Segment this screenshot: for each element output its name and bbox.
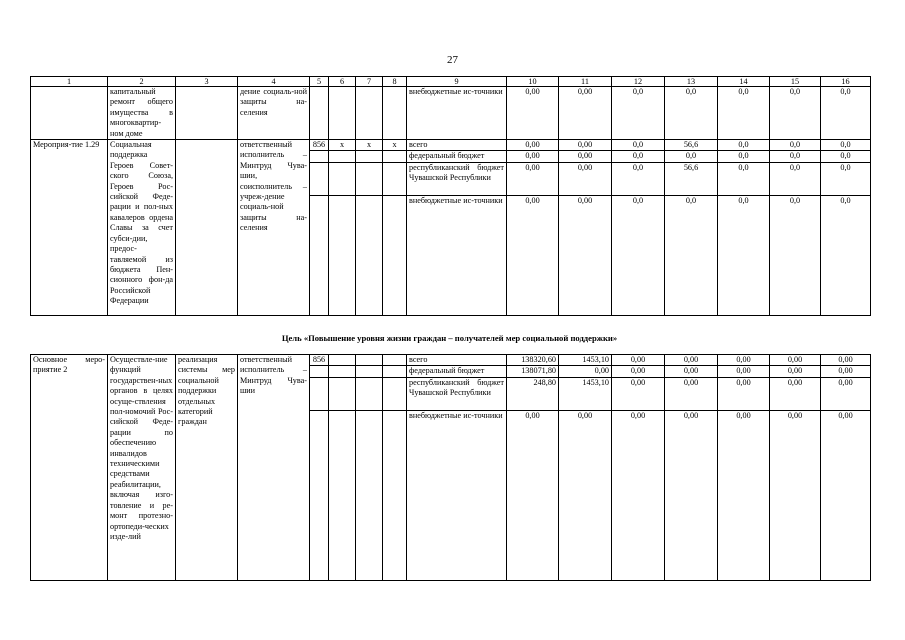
cell-value: 0,0 bbox=[821, 87, 871, 140]
cell-vr bbox=[383, 410, 407, 580]
cell-value: 0,0 bbox=[821, 195, 871, 315]
cell-csr bbox=[356, 195, 383, 315]
program-table-top bbox=[30, 76, 871, 316]
cell-vr bbox=[383, 151, 407, 162]
cell-grbs bbox=[310, 410, 329, 580]
cell-funding-source: федеральный бюджет bbox=[407, 366, 507, 377]
cell-grbs bbox=[310, 195, 329, 315]
cell-rzpr bbox=[329, 151, 356, 162]
cell-value: 0,00 bbox=[718, 366, 770, 377]
goal-heading: Цель «Повышение уровня жизни граждан – получателей мер социальной поддержки» bbox=[281, 333, 618, 343]
cell-value: 0,0 bbox=[821, 151, 871, 162]
cell-goal: реализация системы мер социальной поддержки отдельных категорий граждан bbox=[176, 355, 238, 581]
cell-rzpr: x bbox=[329, 140, 356, 151]
cell-value: 0,00 bbox=[507, 87, 559, 140]
column-number-row bbox=[31, 77, 871, 87]
cell-event-code: Основное меро-приятие 2 bbox=[31, 355, 108, 581]
cell-grbs bbox=[310, 151, 329, 162]
cell-vr bbox=[383, 195, 407, 315]
cell-value: 0,00 bbox=[507, 162, 559, 195]
cell-rzpr bbox=[329, 366, 356, 377]
header-cell: 3 bbox=[176, 77, 238, 87]
cell-vr bbox=[383, 162, 407, 195]
cell-value: 0,0 bbox=[770, 151, 821, 162]
cell-value: 0,00 bbox=[770, 366, 821, 377]
cell-csr bbox=[356, 162, 383, 195]
cell-value: 0,0 bbox=[612, 151, 665, 162]
cell-csr bbox=[356, 377, 383, 410]
cell-value: 0,00 bbox=[665, 377, 718, 410]
cell-value: 0,0 bbox=[665, 87, 718, 140]
cell-grbs bbox=[310, 377, 329, 410]
cell-value: 56,6 bbox=[665, 162, 718, 195]
header-cell: 11 bbox=[559, 77, 612, 87]
cell-value: 0,00 bbox=[718, 410, 770, 580]
cell-value: 0,00 bbox=[559, 410, 612, 580]
header-cell: 10 bbox=[507, 77, 559, 87]
cell-value: 0,00 bbox=[559, 140, 612, 151]
cell-value: 0,0 bbox=[665, 151, 718, 162]
cell-value: 0,00 bbox=[612, 366, 665, 377]
cell-value: 0,0 bbox=[718, 87, 770, 140]
cell-rzpr bbox=[329, 162, 356, 195]
header-cell: 6 bbox=[329, 77, 356, 87]
cell-value: 1453,10 bbox=[559, 377, 612, 410]
cell-funding-source: внебюджетные ис-точники bbox=[407, 87, 507, 140]
cell-value: 1453,10 bbox=[559, 355, 612, 366]
cell-rzpr bbox=[329, 87, 356, 140]
header-cell: 5 bbox=[310, 77, 329, 87]
cell-vr bbox=[383, 355, 407, 366]
cell-value: 0,0 bbox=[718, 162, 770, 195]
header-cell: 13 bbox=[665, 77, 718, 87]
cell-value: 0,00 bbox=[559, 366, 612, 377]
cell-executor: ответственный исполнитель – Минтруд Чува-шии, соисполнитель – учреж-дение социаль-ной защиты на-селения bbox=[238, 140, 310, 316]
cell-value: 0,0 bbox=[770, 162, 821, 195]
cell-vr bbox=[383, 366, 407, 377]
table-row bbox=[31, 355, 871, 366]
cell-value: 0,0 bbox=[718, 195, 770, 315]
cell-value: 0,00 bbox=[559, 162, 612, 195]
cell-event-name: Осуществле-ние функций государствен-ных органов в целях осуще-ствления пол-номочий Рос-сийской Феде-рации по обеспечению инвалидов техническими средствами реабилитации, включая изго-товление и ре-монт протезно-ортопеди-ческих изде-лий bbox=[108, 355, 176, 581]
cell-value: 0,00 bbox=[559, 195, 612, 315]
cell-grbs bbox=[310, 162, 329, 195]
cell-funding-source: всего bbox=[407, 355, 507, 366]
cell-rzpr bbox=[329, 355, 356, 366]
cell-value: 138320,60 bbox=[507, 355, 559, 366]
header-cell: 15 bbox=[770, 77, 821, 87]
cell-value: 0,00 bbox=[821, 410, 871, 580]
cell-event-name: Социальная поддержка Героев Совет-ского Союза, Героев Рос-сийской Феде-рации и пол-ных кавалеров ордена Славы за счет субси-дии, предос-тавляемой из бюджета Пен-сионного фон-да Российской Федерации bbox=[108, 140, 176, 316]
cell-csr bbox=[356, 355, 383, 366]
cell-csr bbox=[356, 87, 383, 140]
cell-value: 0,00 bbox=[507, 140, 559, 151]
cell-csr bbox=[356, 151, 383, 162]
header-cell: 14 bbox=[718, 77, 770, 87]
cell-vr bbox=[383, 87, 407, 140]
cell-value: 248,80 bbox=[507, 377, 559, 410]
cell-goal bbox=[176, 87, 238, 140]
header-cell: 12 bbox=[612, 77, 665, 87]
cell-value: 0,00 bbox=[559, 87, 612, 140]
cell-event-code: Мероприя-тие 1.29 bbox=[31, 140, 108, 316]
cell-vr: x bbox=[383, 140, 407, 151]
cell-value: 0,00 bbox=[507, 410, 559, 580]
cell-csr: x bbox=[356, 140, 383, 151]
page-number: 27 bbox=[447, 54, 458, 66]
cell-csr bbox=[356, 366, 383, 377]
cell-value: 0,0 bbox=[821, 140, 871, 151]
cell-value: 0,00 bbox=[821, 366, 871, 377]
cell-value: 0,0 bbox=[770, 140, 821, 151]
cell-value: 0,0 bbox=[612, 162, 665, 195]
cell-value: 0,0 bbox=[718, 140, 770, 151]
header-cell: 4 bbox=[238, 77, 310, 87]
cell-rzpr bbox=[329, 195, 356, 315]
cell-value: 0,00 bbox=[718, 355, 770, 366]
header-cell: 1 bbox=[31, 77, 108, 87]
cell-value: 0,00 bbox=[559, 151, 612, 162]
cell-event-name: капитальный ремонт общего имущества в многоквартир-ном доме bbox=[108, 87, 176, 140]
cell-goal bbox=[176, 140, 238, 316]
cell-value: 56,6 bbox=[665, 140, 718, 151]
cell-value: 0,0 bbox=[665, 195, 718, 315]
cell-value: 0,00 bbox=[507, 151, 559, 162]
cell-value: 0,00 bbox=[770, 410, 821, 580]
cell-value: 0,00 bbox=[612, 355, 665, 366]
table-row bbox=[31, 140, 871, 151]
cell-value: 0,00 bbox=[665, 366, 718, 377]
header-cell: 8 bbox=[383, 77, 407, 87]
cell-value: 0,0 bbox=[821, 162, 871, 195]
cell-value: 138071,80 bbox=[507, 366, 559, 377]
cell-value: 0,00 bbox=[821, 377, 871, 410]
cell-rzpr bbox=[329, 377, 356, 410]
cell-funding-source: внебюджетные ис-точники bbox=[407, 410, 507, 580]
cell-value: 0,00 bbox=[821, 355, 871, 366]
cell-value: 0,0 bbox=[718, 151, 770, 162]
cell-value: 0,0 bbox=[612, 195, 665, 315]
cell-value: 0,0 bbox=[770, 87, 821, 140]
cell-csr bbox=[356, 410, 383, 580]
program-table-bottom bbox=[30, 354, 871, 581]
cell-vr bbox=[383, 377, 407, 410]
cell-value: 0,00 bbox=[612, 410, 665, 580]
header-cell: 16 bbox=[821, 77, 871, 87]
cell-value: 0,00 bbox=[665, 410, 718, 580]
cell-funding-source: республиканский бюджет Чувашской Республики bbox=[407, 162, 507, 195]
cell-funding-source: федеральный бюджет bbox=[407, 151, 507, 162]
cell-value: 0,00 bbox=[770, 377, 821, 410]
cell-grbs bbox=[310, 87, 329, 140]
cell-value: 0,0 bbox=[612, 140, 665, 151]
cell-value: 0,0 bbox=[612, 87, 665, 140]
cell-executor: дение социаль-ной защиты на-селения bbox=[238, 87, 310, 140]
cell-funding-source: внебюджетные ис-точники bbox=[407, 195, 507, 315]
cell-value: 0,00 bbox=[770, 355, 821, 366]
cell-value: 0,00 bbox=[507, 195, 559, 315]
header-cell: 9 bbox=[407, 77, 507, 87]
cell-grbs: 856 bbox=[310, 355, 329, 366]
cell-value: 0,00 bbox=[665, 355, 718, 366]
header-cell: 7 bbox=[356, 77, 383, 87]
cell-executor: ответственный исполнитель – Минтруд Чува-шии bbox=[238, 355, 310, 581]
cell-grbs bbox=[310, 366, 329, 377]
cell-value: 0,00 bbox=[612, 377, 665, 410]
cell-funding-source: республиканский бюджет Чувашской Республики bbox=[407, 377, 507, 410]
cell-event-code bbox=[31, 87, 108, 140]
cell-rzpr bbox=[329, 410, 356, 580]
cell-value: 0,0 bbox=[770, 195, 821, 315]
header-cell: 2 bbox=[108, 77, 176, 87]
table-row bbox=[31, 87, 871, 140]
cell-funding-source: всего bbox=[407, 140, 507, 151]
cell-grbs: 856 bbox=[310, 140, 329, 151]
cell-value: 0,00 bbox=[718, 377, 770, 410]
